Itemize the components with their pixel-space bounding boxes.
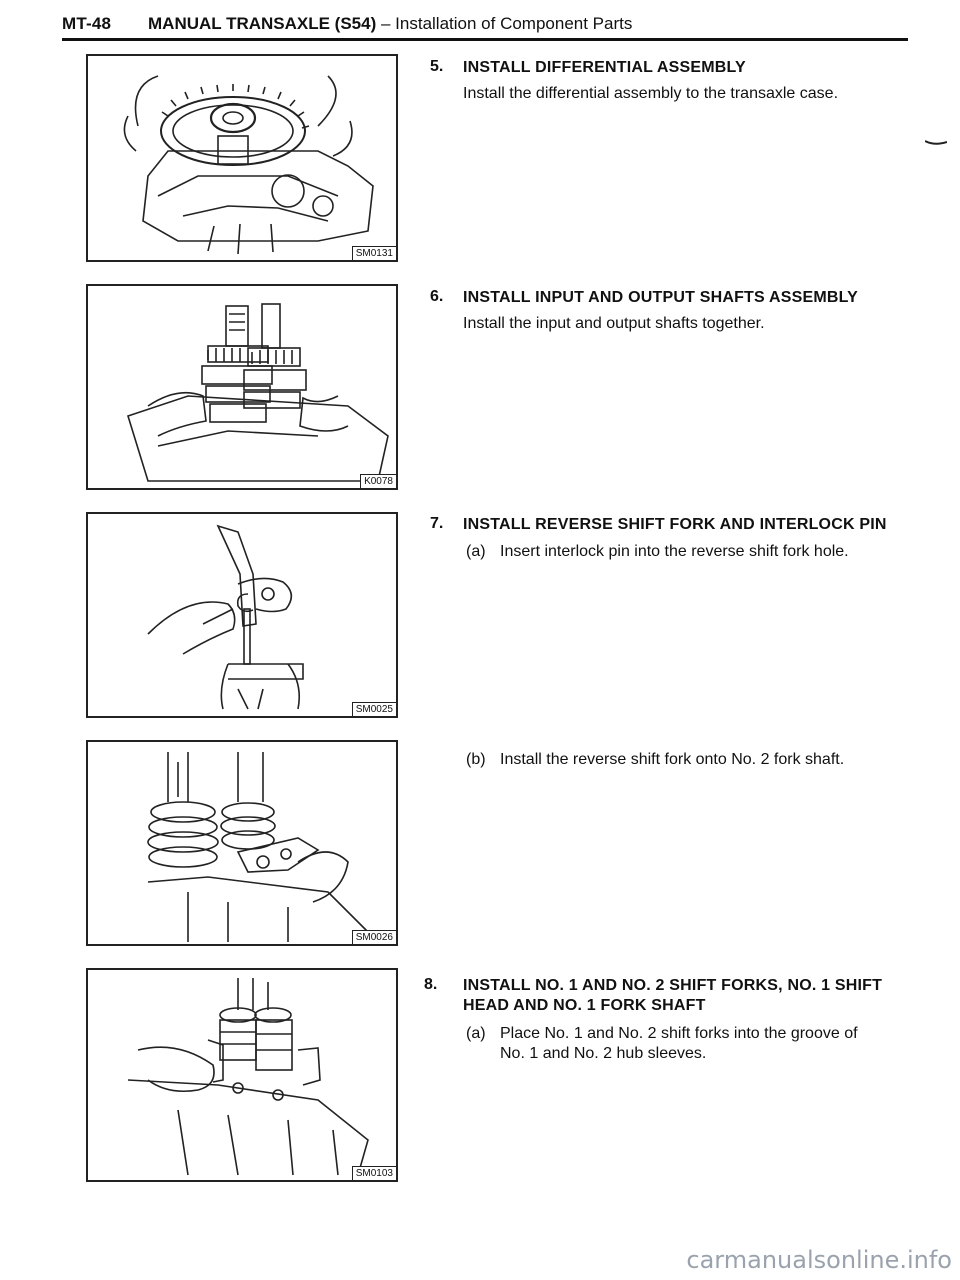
figure-code: K0078: [360, 474, 396, 488]
step-number: 5.: [430, 58, 444, 75]
reverse-fork-illustration: [88, 514, 396, 716]
page-header: [62, 10, 908, 40]
section-title: MANUAL TRANSAXLE (S54): [148, 14, 377, 33]
figure-code: SM0103: [352, 1166, 396, 1180]
step-6: [430, 288, 910, 334]
title-separator: –: [376, 14, 396, 33]
page-title: [148, 14, 632, 34]
step-7-sub-a: [466, 542, 916, 562]
sub-text: [500, 1024, 916, 1064]
step-text: Install the input and output shafts together.: [463, 315, 765, 332]
watermark: carmanualsonline.info: [686, 1246, 952, 1274]
shift-forks-illustration: [88, 970, 396, 1180]
step-number: 8.: [424, 976, 438, 993]
sub-text: Install the reverse shift fork onto No. 2 fork shaft.: [500, 751, 845, 768]
fork-shaft-illustration: [88, 742, 396, 944]
sub-text-line-2: No. 1 and No. 2 hub sleeves.: [500, 1045, 707, 1062]
step-7-sub-b: [466, 750, 916, 770]
step-8: [424, 976, 904, 1016]
shafts-illustration: [88, 286, 396, 488]
figure-reverse-fork: [86, 512, 398, 718]
step-title: [463, 976, 904, 1016]
figure-fork-shaft: [86, 740, 398, 946]
step-text: Install the differential assembly to the transaxle case.: [463, 85, 839, 102]
step-number: 6.: [430, 288, 444, 305]
step-8-sub-a: [466, 1024, 916, 1064]
scan-mark: [925, 140, 947, 146]
sub-label: (a): [466, 543, 486, 560]
step-title: INSTALL INPUT AND OUTPUT SHAFTS ASSEMBLY: [463, 289, 858, 306]
step-title-line-2: HEAD AND NO. 1 FORK SHAFT: [463, 997, 706, 1014]
figure-code: SM0026: [352, 930, 396, 944]
figure-code: SM0131: [352, 246, 396, 260]
step-7: [430, 515, 910, 535]
sub-label: (b): [466, 751, 486, 768]
sub-label: (a): [466, 1025, 486, 1042]
sub-text-line-1: Place No. 1 and No. 2 shift forks into the groove of: [500, 1025, 858, 1042]
differential-illustration: [88, 56, 396, 260]
figure-differential: [86, 54, 398, 262]
figure-code: SM0025: [352, 702, 396, 716]
step-5: [430, 58, 910, 104]
figure-shift-forks: [86, 968, 398, 1182]
figure-shafts: [86, 284, 398, 490]
step-title: INSTALL DIFFERENTIAL ASSEMBLY: [463, 59, 746, 76]
sub-text: Insert interlock pin into the reverse shift fork hole.: [500, 543, 849, 560]
step-title-line-1: INSTALL NO. 1 AND NO. 2 SHIFT FORKS, NO. 1 SHIFT: [463, 977, 883, 994]
header-rule: [62, 38, 908, 41]
step-title: INSTALL REVERSE SHIFT FORK AND INTERLOCK PIN: [463, 516, 887, 533]
step-number: 7.: [430, 515, 444, 532]
page-code: MT-48: [62, 14, 112, 33]
section-subtitle: Installation of Component Parts: [395, 14, 633, 33]
